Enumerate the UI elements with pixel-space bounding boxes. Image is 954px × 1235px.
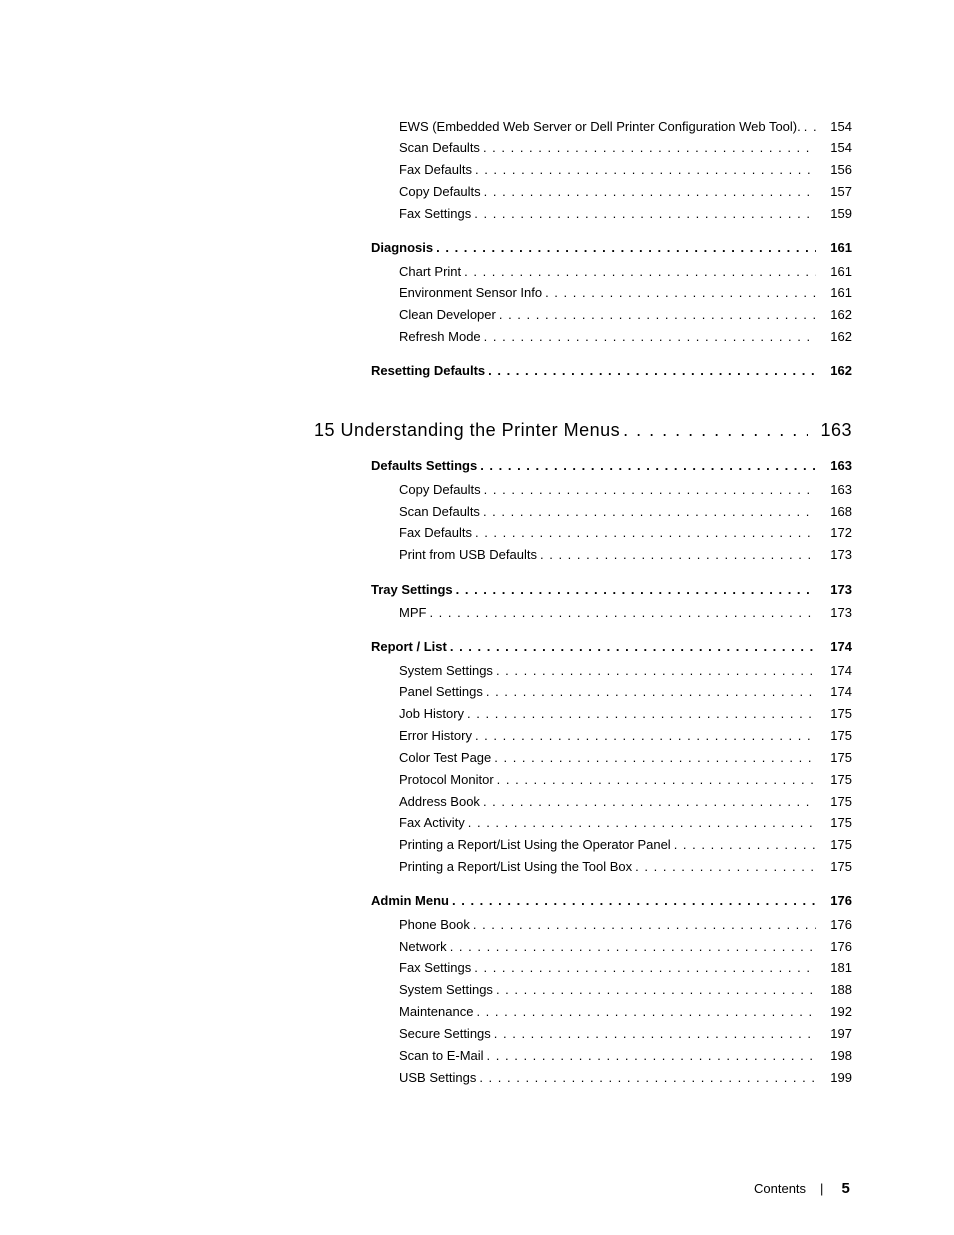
toc-leader-dots (464, 264, 816, 279)
toc-entry-page: 175 (830, 815, 852, 830)
toc-subsection-entry[interactable] (399, 1026, 852, 1041)
toc-entry-page: 181 (830, 960, 852, 975)
toc-entry-title: Network (399, 939, 447, 954)
toc-subsection-entry[interactable] (399, 307, 852, 322)
toc-subsection-entry[interactable] (399, 285, 852, 300)
toc-leader-dots (623, 420, 808, 441)
toc-entry-title: Scan to E-Mail (399, 1048, 484, 1063)
toc-subsection-entry[interactable] (399, 547, 852, 562)
toc-leader-dots (497, 772, 816, 787)
toc-leader-dots (474, 960, 816, 975)
toc-entry-title: Defaults Settings (371, 458, 478, 473)
toc-entry-page: 163 (830, 482, 852, 497)
toc-leader-dots (484, 329, 816, 344)
toc-entry-page: 159 (830, 206, 852, 221)
toc-entry-page: 175 (830, 750, 852, 765)
toc-leader-dots (486, 684, 816, 699)
toc-entry-page: 176 (830, 939, 852, 954)
toc-entry-page: 163 (830, 458, 852, 473)
toc-subsection-entry[interactable] (399, 504, 852, 519)
toc-subsection-entry[interactable] (399, 917, 852, 932)
toc-entry-title: Scan Defaults (399, 140, 480, 155)
toc-entry-page: 174 (830, 639, 852, 654)
page-footer (754, 1180, 850, 1197)
toc-subsection-entry[interactable] (399, 1070, 852, 1085)
footer-page-number: 5 (841, 1180, 850, 1197)
toc-entry-title: Fax Activity (399, 815, 465, 830)
toc-entry-title: Job History (399, 706, 465, 721)
toc-leader-dots (476, 1004, 816, 1019)
toc-entry-title: Address Book (399, 794, 480, 809)
toc-entry-page: 168 (830, 504, 852, 519)
toc-entry-page: 157 (830, 184, 852, 199)
toc-leader-dots (488, 363, 816, 378)
toc-subsection-entry[interactable] (399, 663, 852, 678)
toc-entry-page: 199 (830, 1070, 852, 1085)
toc-entry-page: 175 (830, 794, 852, 809)
toc-leader-dots (545, 285, 816, 300)
toc-leader-dots (494, 750, 816, 765)
toc-leader-dots (494, 1026, 816, 1041)
toc-entry-page: 188 (830, 982, 852, 997)
toc-entry-title: Copy Defaults (399, 482, 481, 497)
toc-leader-dots (483, 504, 816, 519)
toc-entry-title: Fax Settings (399, 206, 472, 221)
toc-entry-title: Printing a Report/List Using the Operator Panel (399, 837, 671, 852)
toc-leader-dots (468, 815, 816, 830)
toc-section-entry[interactable] (371, 363, 852, 378)
toc-entry-page: 175 (830, 728, 852, 743)
toc-entry-title: Panel Settings (399, 684, 483, 699)
toc-subsection-entry[interactable] (399, 162, 852, 177)
toc-entry-title: Fax Defaults (399, 525, 472, 540)
toc-entry-title: Report / List (371, 639, 447, 654)
toc-entry-title: Phone Book (399, 917, 470, 932)
toc-entry-title: Admin Menu (371, 893, 449, 908)
toc-entry-title: Color Test Page (399, 750, 492, 765)
toc-entry-page: 156 (830, 162, 852, 177)
toc-entry-page: 154 (830, 140, 852, 155)
toc-entry-page: 161 (830, 264, 852, 279)
toc-subsection-entry[interactable] (399, 960, 852, 975)
toc-subsection-entry[interactable] (399, 684, 852, 699)
toc-section-entry[interactable] (371, 582, 852, 597)
toc-entry-page: 176 (830, 917, 852, 932)
toc-subsection-entry[interactable] (399, 264, 852, 279)
toc-leader-dots (499, 307, 816, 322)
toc-subsection-entry[interactable] (399, 750, 852, 765)
toc-leader-dots (487, 1048, 816, 1063)
toc-entry-page: 162 (830, 363, 852, 378)
toc-section-entry[interactable] (371, 893, 852, 908)
toc-entry-title: MPF (399, 605, 427, 620)
toc-subsection-entry[interactable] (399, 1004, 852, 1019)
toc-entry-page: 198 (830, 1048, 852, 1063)
toc-leader-dots (496, 982, 816, 997)
toc-subsection-entry[interactable] (399, 184, 852, 199)
toc-section-entry[interactable] (371, 458, 852, 473)
toc-leader-dots (483, 140, 816, 155)
toc-entry-title: Error History (399, 728, 472, 743)
toc-subsection-entry[interactable] (399, 706, 852, 721)
toc-subsection-entry[interactable] (399, 794, 852, 809)
toc-leader-dots (496, 663, 816, 678)
toc-entry-title: Print from USB Defaults (399, 547, 537, 562)
toc-entry-title: System Settings (399, 982, 493, 997)
toc-subsection-entry[interactable] (399, 728, 852, 743)
toc-subsection-entry[interactable] (399, 772, 852, 787)
toc-leader-dots (484, 482, 816, 497)
toc-subsection-entry[interactable] (399, 482, 852, 497)
toc-entry-title: USB Settings (399, 1070, 477, 1085)
toc-leader-dots (450, 939, 816, 954)
footer-separator: | (820, 1181, 824, 1196)
toc-entry-title: Resetting Defaults (371, 363, 486, 378)
toc-leader-dots (635, 859, 816, 874)
toc-entry-title: Scan Defaults (399, 504, 480, 519)
toc-entry-page: 161 (830, 285, 852, 300)
toc-subsection-entry[interactable] (399, 329, 852, 344)
toc-leader-dots (484, 184, 816, 199)
toc-entry-page: 175 (830, 837, 852, 852)
toc-entry-title: Clean Developer (399, 307, 496, 322)
toc-entry-title: EWS (Embedded Web Server or Dell Printer Configuration Web Tool). (399, 119, 801, 134)
toc-entry-page: 162 (830, 307, 852, 322)
toc-section-entry[interactable] (371, 240, 852, 255)
toc-leader-dots (483, 794, 816, 809)
toc-entry-title: System Settings (399, 663, 493, 678)
toc-entry-title: Copy Defaults (399, 184, 481, 199)
toc-entry-title: Tray Settings (371, 582, 453, 597)
toc-entry-title: Chart Print (399, 264, 462, 279)
toc-leader-dots (804, 119, 816, 134)
toc-leader-dots (429, 605, 816, 620)
toc-subsection-entry[interactable] (399, 206, 852, 221)
toc-entry-title: 15 Understanding the Printer Menus (314, 420, 621, 440)
toc-entry-page: 176 (830, 893, 852, 908)
toc-subsection-entry[interactable] (399, 815, 852, 830)
toc-entry-page: 173 (830, 547, 852, 562)
toc-subsection-entry[interactable] (399, 119, 852, 134)
toc-entry-page: 175 (830, 706, 852, 721)
toc-leader-dots (674, 837, 816, 852)
toc-chapter-entry[interactable] (314, 420, 852, 441)
toc-leader-dots (475, 525, 816, 540)
toc-subsection-entry[interactable] (399, 982, 852, 997)
toc-entry-title: Environment Sensor Info (399, 285, 543, 300)
toc-entry-title: Fax Settings (399, 960, 472, 975)
toc-subsection-entry[interactable] (399, 605, 852, 620)
toc-section-entry[interactable] (371, 639, 852, 654)
toc-entry-title: Secure Settings (399, 1026, 491, 1041)
toc-subsection-entry[interactable] (399, 1048, 852, 1063)
toc-leader-dots (473, 917, 816, 932)
toc-leader-dots (479, 1070, 816, 1085)
toc-leader-dots (467, 706, 816, 721)
toc-entry-page: 162 (830, 329, 852, 344)
toc-subsection-entry[interactable] (399, 939, 852, 954)
toc-subsection-entry[interactable] (399, 859, 852, 874)
toc-leader-dots (456, 582, 816, 597)
toc-leader-dots (540, 547, 816, 562)
toc-entry-page: 173 (830, 605, 852, 620)
toc-entry-page: 154 (830, 119, 852, 134)
toc-entry-title: Diagnosis (371, 240, 434, 255)
toc-leader-dots (450, 639, 816, 654)
toc-entry-page: 197 (830, 1026, 852, 1041)
toc-leader-dots (452, 893, 816, 908)
toc-entry-page: 175 (830, 859, 852, 874)
toc-entry-page: 173 (830, 582, 852, 597)
toc-entry-page: 161 (830, 240, 852, 255)
toc-leader-dots (480, 458, 816, 473)
toc-entry-page: 163 (820, 420, 852, 440)
toc-entry-page: 192 (830, 1004, 852, 1019)
toc-entry-page: 172 (830, 525, 852, 540)
toc-entry-page: 174 (830, 663, 852, 678)
toc-leader-dots (474, 206, 816, 221)
toc-entry-page: 174 (830, 684, 852, 699)
toc-entry-title: Maintenance (399, 1004, 474, 1019)
toc-leader-dots (475, 162, 816, 177)
toc-entry-title: Fax Defaults (399, 162, 472, 177)
toc-subsection-entry[interactable] (399, 837, 852, 852)
toc-entry-title: Refresh Mode (399, 329, 481, 344)
toc-entry-title: Protocol Monitor (399, 772, 494, 787)
footer-label: Contents (754, 1181, 807, 1196)
toc-entry-page: 175 (830, 772, 852, 787)
toc-subsection-entry[interactable] (399, 525, 852, 540)
toc-entry-title: Printing a Report/List Using the Tool Box (399, 859, 633, 874)
toc-leader-dots (475, 728, 816, 743)
toc-leader-dots (436, 240, 816, 255)
toc-subsection-entry[interactable] (399, 140, 852, 155)
